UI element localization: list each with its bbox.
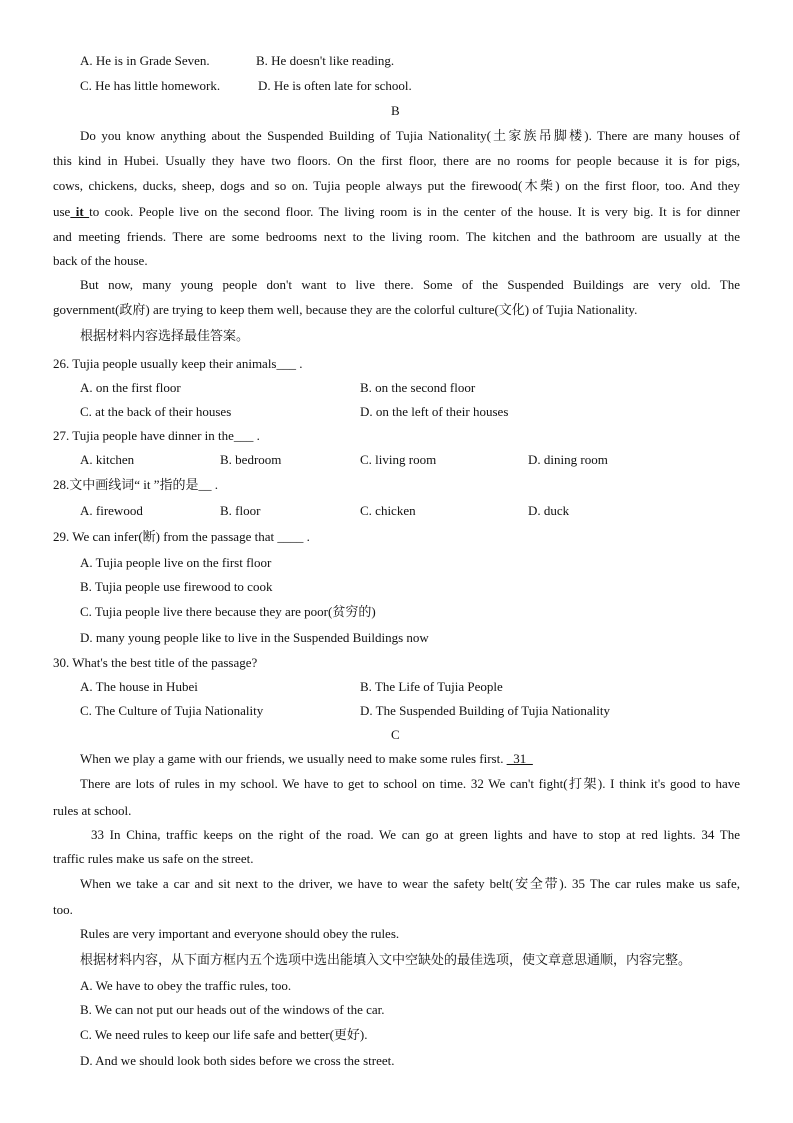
line4-start: use	[53, 204, 71, 219]
q26-option-a: A. on the first floor	[80, 380, 181, 395]
q30-option-a: A. The house in Hubei	[80, 679, 198, 694]
section-c-instruction: 根据材料内容，从下面方框内五个选项中选出能填入文中空缺处的最佳选项，使文章意思通顺，内容完整。	[80, 952, 692, 967]
choice-c: C. We need rules to keep our life safe and better(更好).	[80, 1027, 368, 1042]
passage-b-line-5: and meeting friends. There are some bedrooms next to the living room. The kitchen and the bathroom are usually at the	[53, 229, 740, 244]
option-d: D. He is often late for school.	[258, 78, 412, 93]
passage-c-line-5: traffic rules make us safe on the street.	[53, 851, 254, 866]
q26-option-c: C. at the back of their houses	[80, 404, 232, 419]
passage-c-line-3: rules at school.	[53, 803, 132, 818]
passage-c-line-1	[80, 751, 533, 767]
q28-option-b: B. floor	[220, 503, 261, 518]
q30-option-d: D. The Suspended Building of Tujia Nationality	[360, 703, 611, 718]
q30-option-c: C. The Culture of Tujia Nationality	[80, 703, 264, 718]
choice-d: D. And we should look both sides before we cross the street.	[80, 1053, 395, 1068]
q26-option-b: B. on the second floor	[360, 380, 476, 395]
section-b-heading: B	[391, 103, 400, 118]
passage-b-line-3: cows, chickens, ducks, sheep, dogs and so on. Tujia people always put the firewood(木柴) on the first floor, too. And they	[53, 178, 740, 193]
passage-c-line-7: too.	[53, 902, 73, 917]
q28-option-c: C. chicken	[360, 503, 416, 518]
line4-rest: to cook. People live on the second floor. The living room is in the center of the house. It is very big. It is for dinner	[89, 204, 740, 219]
q29-option-b: B. Tujia people use firewood to cook	[80, 579, 273, 594]
q30-option-b: B. The Life of Tujia People	[360, 679, 503, 694]
option-c: C. He has little homework.	[80, 78, 221, 93]
q27-option-a: A. kitchen	[80, 452, 135, 467]
option-a: A. He is in Grade Seven.	[80, 53, 210, 68]
choice-a: A. We have to obey the traffic rules, too.	[80, 978, 292, 993]
passage-b-line-8: government(政府) are trying to keep them well, because they are the colorful culture(文化) of Tujia Nationality.	[53, 302, 638, 317]
line1-text: When we play a game with our friends, we usually need to make some rules first.	[80, 751, 507, 766]
q29-option-c: C. Tujia people live there because they are poor(贫穷的)	[80, 604, 376, 619]
passage-b-line-4	[53, 204, 740, 220]
section-b-instruction: 根据材料内容选择最佳答案。	[80, 328, 250, 343]
q27-option-c: C. living room	[360, 452, 437, 467]
q26-stem: 26. Tujia people usually keep their animals___ .	[53, 356, 303, 371]
q29-stem: 29. We can infer(断) from the passage that ____ .	[53, 529, 310, 544]
passage-c-line-4: 33 In China, traffic keeps on the right of the road. We can go at green lights and have to stop at red lights. 34 The	[91, 827, 740, 842]
q26-option-d: D. on the left of their houses	[360, 404, 509, 419]
option-b: B. He doesn't like reading.	[256, 53, 395, 68]
q28-option-a: A. firewood	[80, 503, 143, 518]
section-c-heading: C	[391, 727, 400, 742]
passage-c-line-6: When we take a car and sit next to the driver, we have to wear the safety belt(安全带). 35 The car rules make us safe,	[80, 876, 740, 891]
q28-stem: 28.文中画线词“ it ”指的是__ .	[53, 477, 219, 492]
q28-option-d: D. duck	[528, 503, 570, 518]
blank-31: _31_	[506, 751, 533, 766]
q27-option-d: D. dining room	[528, 452, 608, 467]
passage-c-line-2: There are lots of rules in my school. We have to get to school on time. 32 We can't fight(打架). I think it's good to have	[80, 776, 740, 791]
passage-b-line-6: back of the house.	[53, 253, 148, 268]
underlined-word-it: it	[70, 204, 90, 219]
q29-option-a: A. Tujia people live on the first floor	[80, 555, 272, 570]
passage-b-line-7: But now, many young people don't want to live there. Some of the Suspended Buildings are very old. The	[80, 277, 740, 292]
q29-option-d: D. many young people like to live in the Suspended Buildings now	[80, 630, 429, 645]
passage-c-line-8: Rules are very important and everyone should obey the rules.	[80, 926, 400, 941]
q30-stem: 30. What's the best title of the passage?	[53, 655, 258, 670]
passage-b-line-2: this kind in Hubei. Usually they have two floors. On the first floor, there are no rooms for people because it is for pigs,	[53, 153, 740, 168]
q27-stem: 27. Tujia people have dinner in the___ .	[53, 428, 260, 443]
q27-option-b: B. bedroom	[220, 452, 282, 467]
passage-b-line-1: Do you know anything about the Suspended Building of Tujia Nationality(土家族吊脚楼). There are many houses of	[80, 128, 740, 143]
choice-b: B. We can not put our heads out of the windows of the car.	[80, 1002, 385, 1017]
